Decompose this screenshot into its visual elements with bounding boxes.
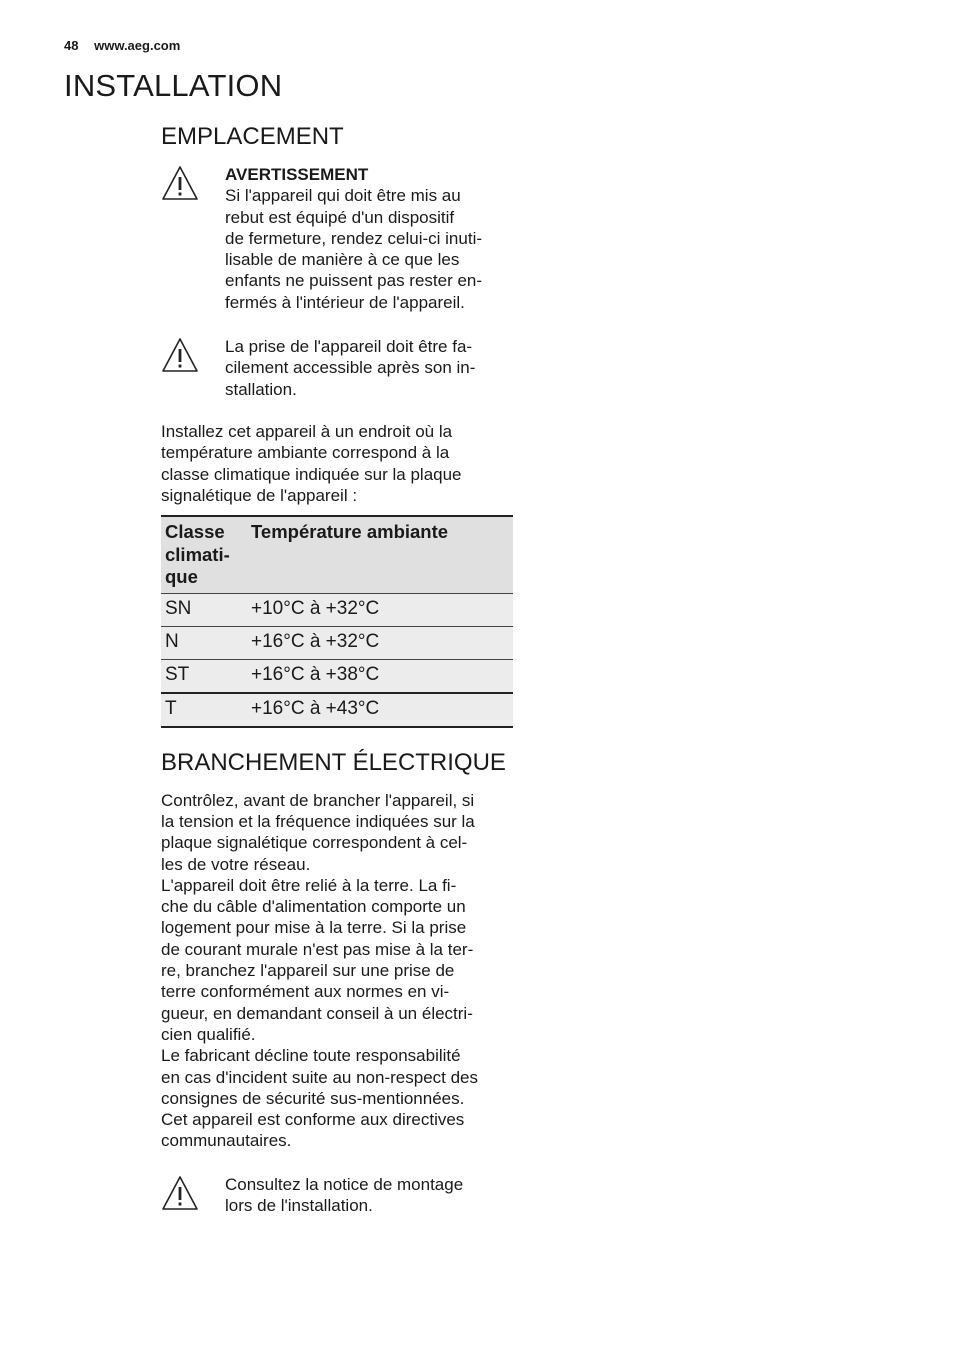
paragraph-line: classe climatique indiquée sur la plaque — [161, 464, 462, 484]
table-header-row — [161, 516, 513, 593]
warning-line: Si l'appareil qui doit être mis au — [225, 186, 461, 206]
paragraph-line: cien qualifié. — [161, 1024, 256, 1044]
page-title: INSTALLATION — [64, 68, 283, 103]
climate-intro-paragraph — [161, 421, 513, 506]
warning-text-3 — [225, 1174, 513, 1217]
warning-triangle-icon — [161, 337, 199, 373]
header-line: climati- — [165, 543, 230, 565]
warning-line: enfants ne puissent pas rester en- — [225, 271, 483, 291]
page-header — [64, 38, 180, 53]
paragraph-line: L'appareil doit être relié à la terre. La fi- — [161, 875, 457, 895]
table-row — [161, 693, 513, 727]
warning-line: Consultez la notice de montage — [225, 1174, 464, 1194]
table-cell-temperature: +16°C à +32°C — [251, 630, 380, 652]
table-cell-temperature: +16°C à +43°C — [251, 697, 380, 719]
electrical-paragraph — [161, 790, 513, 1152]
climate-class-table — [161, 515, 513, 728]
table-row — [161, 659, 513, 693]
warning-line: de fermeture, rendez celui-ci inuti- — [225, 228, 483, 248]
paragraph-line: de courant murale n'est pas mise à la ter- — [161, 939, 474, 959]
paragraph-line: Installez cet appareil à un endroit où la — [161, 421, 453, 441]
paragraph-line: consignes de sécurité sus-mentionnées. — [161, 1088, 465, 1108]
warning-label: AVERTISSEMENT — [225, 165, 369, 184]
warning-text-1 — [225, 164, 513, 313]
paragraph-line: gueur, en demandant conseil à un électri- — [161, 1003, 473, 1023]
warning-block-1 — [161, 164, 513, 313]
paragraph-line: température ambiante correspond à la — [161, 443, 450, 463]
paragraph-line: la tension et la fréquence indiquées sur la — [161, 811, 475, 831]
table-cell-class: ST — [165, 663, 190, 685]
warning-line: fermés à l'intérieur de l'appareil. — [225, 292, 465, 312]
paragraph-line: communautaires. — [161, 1131, 292, 1151]
table-cell-class: N — [165, 630, 179, 652]
table-header-climate-class — [161, 516, 247, 593]
header-line: Classe — [165, 521, 225, 543]
warning-block-2 — [161, 336, 513, 400]
paragraph-line: en cas d'incident suite au non-respect des — [161, 1067, 478, 1087]
paragraph-line: signalétique de l'appareil : — [161, 485, 358, 505]
paragraph-line: plaque signalétique correspondent à cel- — [161, 833, 468, 853]
header-line: que — [165, 566, 198, 588]
warning-text-2 — [225, 336, 513, 400]
warning-line: lisable de manière à ce que les — [225, 250, 460, 270]
table-header-temperature: Température ambiante — [251, 521, 449, 543]
content-column — [161, 120, 513, 1216]
warning-triangle-icon — [161, 165, 199, 201]
website-url[interactable]: www.aeg.com — [94, 38, 181, 53]
paragraph-line: logement pour mise à la terre. Si la prise — [161, 918, 467, 938]
warning-line: rebut est équipé d'un dispositif — [225, 207, 455, 227]
warning-line: stallation. — [225, 379, 297, 399]
table-cell-class: SN — [165, 597, 192, 619]
section-heading-emplacement: EMPLACEMENT — [161, 123, 344, 150]
paragraph-line: re, branchez l'appareil sur une prise de — [161, 961, 455, 981]
table-row — [161, 593, 513, 626]
warning-block-3 — [161, 1174, 513, 1217]
table-cell-class: T — [165, 697, 177, 719]
section-heading-branchement: BRANCHEMENT ÉLECTRIQUE — [161, 748, 506, 776]
warning-line: La prise de l'appareil doit être fa- — [225, 337, 473, 357]
paragraph-line: Le fabricant décline toute responsabilité — [161, 1046, 461, 1066]
paragraph-line: les de votre réseau. — [161, 854, 311, 874]
warning-triangle-icon — [161, 1175, 199, 1211]
paragraph-line: Contrôlez, avant de brancher l'appareil, si — [161, 790, 475, 810]
paragraph-line: terre conformément aux normes en vi- — [161, 982, 450, 1002]
table-row — [161, 626, 513, 659]
paragraph-line: che du câble d'alimentation comporte un — [161, 897, 466, 917]
table-cell-temperature: +16°C à +38°C — [251, 663, 380, 685]
warning-line: lors de l'installation. — [225, 1196, 373, 1215]
paragraph-line: Cet appareil est conforme aux directives — [161, 1110, 465, 1130]
page-number: 48 — [64, 38, 79, 53]
warning-line: cilement accessible après son in- — [225, 358, 476, 378]
table-cell-temperature: +10°C à +32°C — [251, 597, 380, 619]
